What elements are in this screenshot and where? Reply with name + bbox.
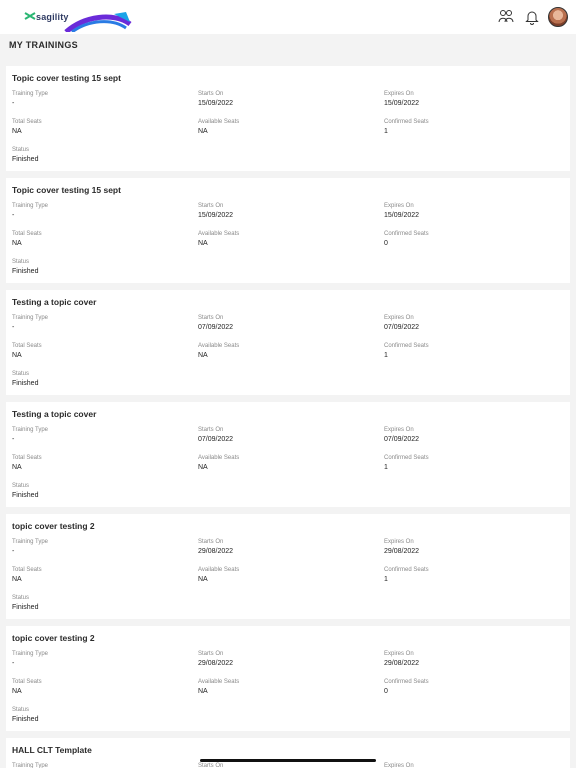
expires-on-label: Expires On <box>384 203 414 209</box>
confirmed-seats-value: 1 <box>384 464 388 471</box>
available-seats-label: Available Seats <box>198 119 240 125</box>
training-title: topic cover testing 2 <box>12 633 95 643</box>
training-type-label: Training Type <box>12 203 49 209</box>
avatar[interactable] <box>548 7 568 27</box>
sagility-logo[interactable] <box>24 10 134 32</box>
available-seats-value: NA <box>198 688 208 695</box>
bell-icon[interactable] <box>522 7 542 27</box>
confirmed-seats-label: Confirmed Seats <box>384 679 429 685</box>
status-label: Status <box>12 595 30 601</box>
training-type-label: Training Type <box>12 427 49 433</box>
expires-on-label: Expires On <box>384 651 414 657</box>
training-title: Testing a topic cover <box>12 409 97 419</box>
expires-on-value: 07/09/2022 <box>384 324 420 331</box>
expires-on-label: Expires On <box>384 315 414 321</box>
expires-on-value: 15/09/2022 <box>384 100 420 107</box>
status-label: Status <box>12 371 30 377</box>
training-title: Topic cover testing 15 sept <box>12 73 121 83</box>
total-seats-label: Total Seats <box>12 343 42 349</box>
total-seats-label: Total Seats <box>12 231 42 237</box>
page-title: MY TRAININGS <box>9 40 78 50</box>
starts-on-value: 15/09/2022 <box>198 212 234 219</box>
status-value: Finished <box>12 380 39 387</box>
starts-on-value: 29/08/2022 <box>198 660 234 667</box>
training-card[interactable] <box>6 66 570 171</box>
training-card[interactable] <box>6 402 570 507</box>
starts-on-label: Starts On <box>198 427 224 433</box>
header-actions <box>496 6 568 28</box>
expires-on-label: Expires On <box>384 763 414 768</box>
confirmed-seats-label: Confirmed Seats <box>384 343 429 349</box>
training-card[interactable] <box>6 514 570 619</box>
top-header <box>0 0 576 34</box>
confirmed-seats-value: 1 <box>384 128 388 135</box>
confirmed-seats-label: Confirmed Seats <box>384 231 429 237</box>
total-seats-value: NA <box>12 240 22 247</box>
starts-on-label: Starts On <box>198 763 224 768</box>
starts-on-value: 07/09/2022 <box>198 324 234 331</box>
total-seats-label: Total Seats <box>12 567 42 573</box>
training-type-value: - <box>12 324 15 331</box>
status-value: Finished <box>12 268 39 275</box>
training-type-label: Training Type <box>12 91 49 97</box>
available-seats-value: NA <box>198 240 208 247</box>
expires-on-value: 15/09/2022 <box>384 212 420 219</box>
confirmed-seats-label: Confirmed Seats <box>384 455 429 461</box>
available-seats-value: NA <box>198 128 208 135</box>
expires-on-value: 07/09/2022 <box>384 436 420 443</box>
expires-on-label: Expires On <box>384 427 414 433</box>
starts-on-value: 29/08/2022 <box>198 548 234 555</box>
total-seats-label: Total Seats <box>12 679 42 685</box>
training-type-label: Training Type <box>12 539 49 545</box>
total-seats-value: NA <box>12 576 22 583</box>
training-title: Topic cover testing 15 sept <box>12 185 121 195</box>
status-value: Finished <box>12 492 39 499</box>
total-seats-value: NA <box>12 688 22 695</box>
confirmed-seats-label: Confirmed Seats <box>384 119 429 125</box>
training-type-label: Training Type <box>12 651 49 657</box>
status-value: Finished <box>12 604 39 611</box>
confirmed-seats-value: 0 <box>384 240 388 247</box>
training-type-value: - <box>12 212 15 219</box>
starts-on-label: Starts On <box>198 91 224 97</box>
logo-mark-icon <box>24 10 36 22</box>
total-seats-value: NA <box>12 464 22 471</box>
starts-on-label: Starts On <box>198 315 224 321</box>
available-seats-label: Available Seats <box>198 231 240 237</box>
starts-on-label: Starts On <box>198 539 224 545</box>
expires-on-label: Expires On <box>384 91 414 97</box>
training-type-value: - <box>12 548 15 555</box>
training-type-label: Training Type <box>12 763 49 768</box>
confirmed-seats-label: Confirmed Seats <box>384 567 429 573</box>
status-value: Finished <box>12 716 39 723</box>
status-label: Status <box>12 147 30 153</box>
status-label: Status <box>12 483 30 489</box>
status-label: Status <box>12 259 30 265</box>
available-seats-value: NA <box>198 464 208 471</box>
starts-on-value: 15/09/2022 <box>198 100 234 107</box>
available-seats-label: Available Seats <box>198 455 240 461</box>
team-icon[interactable] <box>496 7 516 27</box>
confirmed-seats-value: 1 <box>384 352 388 359</box>
training-title: topic cover testing 2 <box>12 521 95 531</box>
total-seats-label: Total Seats <box>12 455 42 461</box>
expires-on-value: 29/08/2022 <box>384 660 420 667</box>
available-seats-label: Available Seats <box>198 343 240 349</box>
training-type-value: - <box>12 660 15 667</box>
available-seats-value: NA <box>198 576 208 583</box>
training-type-value: - <box>12 100 15 107</box>
training-card[interactable] <box>6 738 570 768</box>
logo-text: sagility <box>36 12 69 22</box>
training-type-label: Training Type <box>12 315 49 321</box>
training-title: Testing a topic cover <box>12 297 97 307</box>
confirmed-seats-value: 1 <box>384 576 388 583</box>
training-type-value: - <box>12 436 15 443</box>
logo-swoosh-icon <box>64 10 134 32</box>
total-seats-value: NA <box>12 352 22 359</box>
status-label: Status <box>12 707 30 713</box>
total-seats-label: Total Seats <box>12 119 42 125</box>
training-card[interactable] <box>6 178 570 283</box>
starts-on-label: Starts On <box>198 651 224 657</box>
available-seats-value: NA <box>198 352 208 359</box>
total-seats-value: NA <box>12 128 22 135</box>
expires-on-value: 29/08/2022 <box>384 548 420 555</box>
confirmed-seats-value: 0 <box>384 688 388 695</box>
starts-on-label: Starts On <box>198 203 224 209</box>
training-title: HALL CLT Template <box>12 745 92 755</box>
trainings-list <box>6 66 570 768</box>
training-card[interactable] <box>6 290 570 395</box>
available-seats-label: Available Seats <box>198 679 240 685</box>
status-value: Finished <box>12 156 39 163</box>
home-indicator <box>200 759 376 762</box>
expires-on-label: Expires On <box>384 539 414 545</box>
available-seats-label: Available Seats <box>198 567 240 573</box>
training-card[interactable] <box>6 626 570 731</box>
starts-on-value: 07/09/2022 <box>198 436 234 443</box>
